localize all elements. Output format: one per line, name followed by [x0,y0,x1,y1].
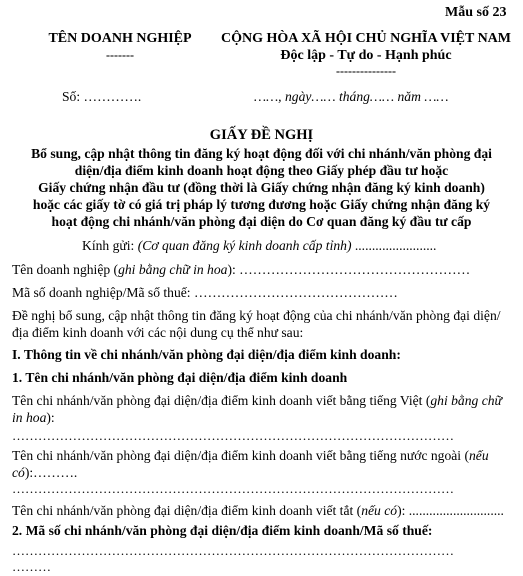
request-paragraph: Đề nghị bổ sung, cập nhật thông tin đăng ký hoạt động của chi nhánh/văn phòng đại diện/địa điểm kinh doanh với các nội dung cụ thể như sau: [12,308,501,340]
subtitle-line-2: diện/địa điểm kinh doanh hoạt động theo Giấy phép đầu tư hoặc [74,163,449,178]
company-name-field [12,262,470,278]
tax-code-field: Mã số doanh nghiệp/Mã số thuế: ……………………………………… [12,285,398,300]
company-name-label: Tên doanh nghiệp ( [12,262,119,277]
item-2-heading: 2. Mã số chi nhánh/văn phòng đại diện/địa điểm kinh doanh/Mã số thuế: [12,523,433,538]
left-divider: ------- [106,48,134,62]
document-title: GIẤY ĐỀ NGHỊ [209,127,314,143]
recipient-value: (Cơ quan đăng ký kinh doanh cấp tỉnh) [137,238,352,253]
foreign-name-dots: ………………………………………………………………………………………… [12,481,454,496]
subtitle-line-4: hoặc các giấy tờ có giá trị pháp lý tương đương hoặc Giấy chứng nhận đăng ký [32,197,491,212]
motto-divider: --------------- [336,64,396,78]
foreign-name-hint: nếu có [12,448,489,480]
subtitle-line-1: Bổ sung, cập nhật thông tin đăng ký hoạt động đối với chi nhánh/văn phòng đại [31,146,492,161]
vn-name-dots: ………………………………………………………………………………………… [12,428,454,443]
national-motto: Độc lập - Tự do - Hạnh phúc [280,48,452,63]
subtitle-line-3: Giấy chứng nhận đầu tư (đồng thời là Giấy chứng nhận đăng ký kinh doanh) [38,180,485,195]
company-name-dots: ): …………………………………………… [227,262,471,277]
republic-title: CỘNG HÒA XÃ HỘI CHỦ NGHĨA VIỆT NAM [220,31,511,46]
vn-name-hint: ghi bằng chữ in hoa [12,393,502,425]
foreign-name-label: Tên chi nhánh/văn phòng đại diện/địa điểm kinh doanh viết bằng tiếng nước ngoài ( [12,448,469,463]
date-line: ……, ngày…… tháng…… năm …… [254,89,449,104]
section-1-heading: I. Thông tin về chi nhánh/văn phòng đại diện/địa điểm kinh doanh: [12,347,401,362]
abbr-name-field [12,503,504,519]
recipient-dots: ........................ [351,238,437,253]
item-2-dots: ………………………………………………………………………………………… [12,543,454,558]
company-name-hint: ghi bằng chữ in hoa [118,262,228,277]
recipient-label: Kính gửi: [82,238,138,253]
abbr-name-end: ): ............................ [397,503,504,518]
abbr-name-hint: nếu có [361,503,398,518]
vn-name-end: ): [46,410,55,425]
abbr-name-label: Tên chi nhánh/văn phòng đại diện/địa điểm kinh doanh viết tắt ( [12,503,362,518]
company-name-header: TÊN DOANH NGHIỆP [48,31,192,46]
subtitle-line-5: hoạt động chi nhánh/văn phòng đại diện do Cơ quan đăng ký đầu tư cấp [51,214,472,229]
recipient-line [82,238,436,254]
vn-name-label: Tên chi nhánh/văn phòng đại diện/địa điểm kinh doanh viết bằng tiếng Việt ( [12,393,431,408]
foreign-name-end: ):………. [24,465,78,480]
item-1-heading: 1. Tên chi nhánh/văn phòng đại diện/địa điểm kinh doanh [12,370,348,385]
foreign-name-field [12,447,514,481]
vn-name-field [12,392,514,426]
form-number: Mẫu số 23 [445,5,507,20]
item-2-dots-short: ……… [12,559,51,574]
document-number: Số: …………. [62,89,142,104]
